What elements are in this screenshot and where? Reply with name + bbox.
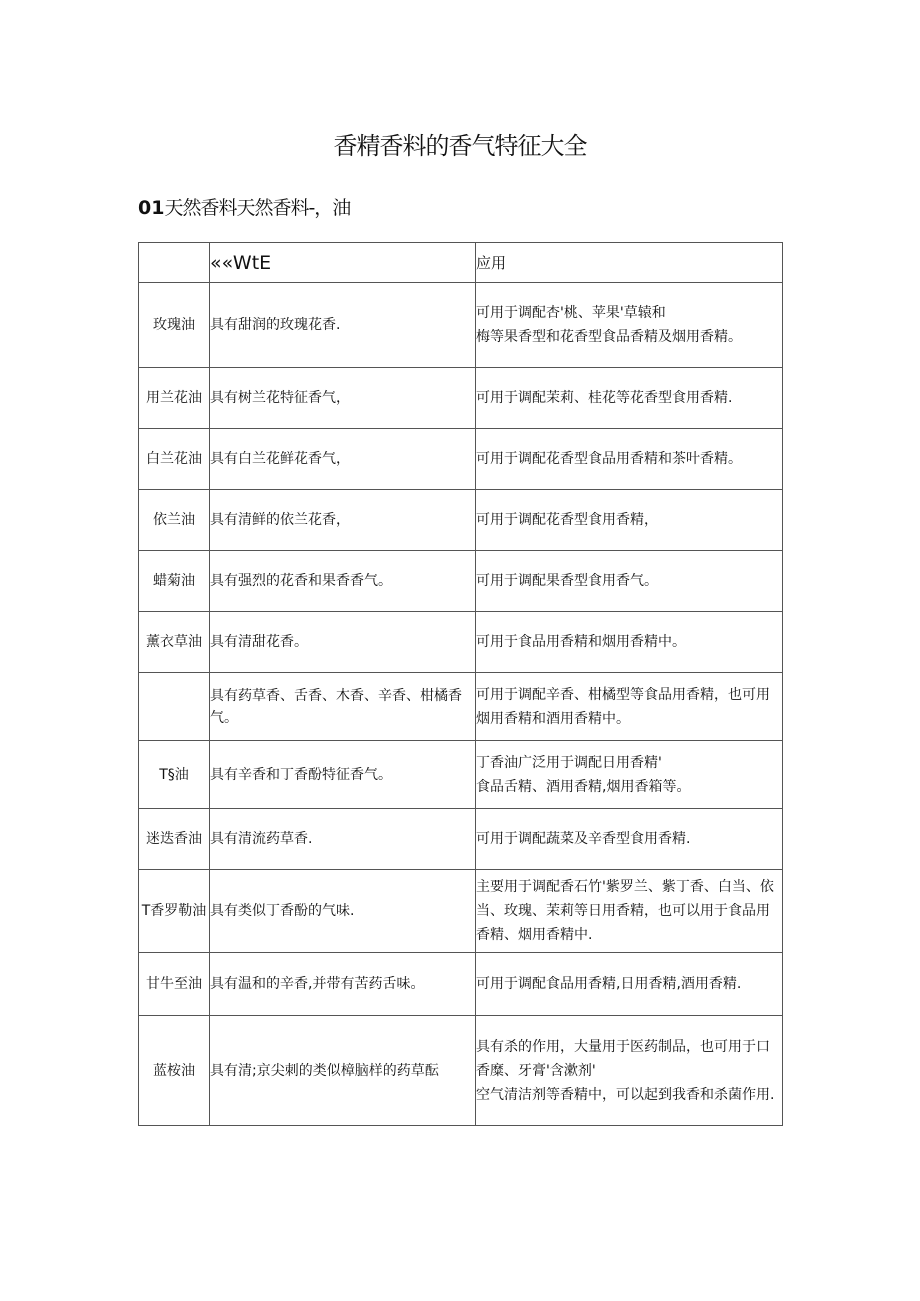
application-text: 主要用于调配香石竹'紫罗兰、紫丁香、白当、依当、玫瑰、茉莉等日用香精，也可以用于食品用香精、烟用香精中. — [476, 879, 774, 943]
application-cell — [476, 870, 783, 953]
application-text: 可用于调配花香型食用香精， — [476, 512, 658, 528]
oil-name: 甘牛至油 — [139, 953, 210, 1016]
aroma-description: 具有白兰花鲜花香气， — [210, 429, 476, 490]
aroma-description: 具有类似丁香酚的气味. — [210, 870, 476, 953]
aroma-description: 具有清甜花香。 — [210, 612, 476, 673]
table-row — [139, 283, 783, 368]
application-text: 食品舌精、酒用香精,烟用香箱等。 — [476, 778, 691, 795]
fragrance-table — [138, 242, 783, 1126]
table-row — [139, 612, 783, 673]
table-row — [139, 490, 783, 551]
aroma-description: 具有甜润的玫瑰花香. — [210, 283, 476, 368]
application-text: 可用于调配花香型食品用香精和茶叶香精。 — [476, 451, 742, 467]
header-name — [139, 243, 210, 283]
application-text: 丁香油广泛用于调配日用香精' — [476, 754, 662, 771]
aroma-description: 具有树兰花特征香气， — [210, 368, 476, 429]
header-application: 应用 — [476, 243, 783, 283]
oil-name: 蜡菊油 — [139, 551, 210, 612]
page-title: 香精香料的香气特征大全 — [333, 132, 587, 160]
application-cell — [476, 551, 783, 612]
oil-name: T§油 — [139, 741, 210, 809]
application-cell — [476, 1016, 783, 1126]
application-text: 可用于调配食品用香精,日用香精,酒用香精. — [476, 976, 742, 992]
aroma-description: 具有清流药草香. — [210, 809, 476, 870]
oil-name: 薰衣草油 — [139, 612, 210, 673]
table-row — [139, 741, 783, 809]
application-text: 梅等果香型和花香型食品香精及烟用香精。 — [476, 329, 742, 345]
application-text: 可用于调配茉莉、桂花等花香型食用香精. — [476, 390, 733, 406]
section-heading — [138, 193, 350, 220]
table-row — [139, 870, 783, 953]
application-text: 可用于食品用香精和烟用香精中。 — [476, 634, 686, 650]
table-row — [139, 429, 783, 490]
application-cell — [476, 741, 783, 809]
application-text: 可用于调配辛香、柑橘型等食品用香精，也可用烟用香精和酒用香精中。 — [476, 686, 770, 727]
oil-name: 依兰油 — [139, 490, 210, 551]
oil-name — [139, 673, 210, 741]
application-cell — [476, 953, 783, 1016]
aroma-description: 具有清鲜的依兰花香， — [210, 490, 476, 551]
application-cell — [476, 368, 783, 429]
oil-name: 蓝桉油 — [139, 1016, 210, 1126]
application-cell — [476, 612, 783, 673]
application-cell — [476, 283, 783, 368]
header-aroma: ««WtE — [210, 243, 476, 283]
application-text: 可用于调配杏'桃、苹果'草辕和 — [476, 305, 666, 321]
application-cell — [476, 490, 783, 551]
application-cell — [476, 809, 783, 870]
application-text: 可用于调配蔬菜及辛香型食用香精. — [476, 831, 691, 847]
application-text: 具有杀的作用，大量用于医药制品，也可用于口香糜、牙膏'含漱剂' — [476, 1038, 770, 1079]
section-title: 天然香料天然香料-，油 — [164, 197, 351, 219]
aroma-description: 具有温和的辛香,并带有苦药舌味。 — [210, 953, 476, 1016]
table-row — [139, 953, 783, 1016]
application-cell — [476, 673, 783, 741]
oil-name: T香罗勒油 — [139, 870, 210, 953]
table-row — [139, 673, 783, 741]
aroma-description: 具有清;京尖刺的类似樟脑样的药草酝 — [210, 1016, 476, 1126]
table-row — [139, 368, 783, 429]
aroma-description: 具有强烈的花香和果香香气。 — [210, 551, 476, 612]
oil-name: 用兰花油 — [139, 368, 210, 429]
application-cell — [476, 429, 783, 490]
application-text: 空气清洁剂等香精中，可以起到我香和杀菌作用. — [476, 1086, 775, 1103]
table-row — [139, 551, 783, 612]
table-row — [139, 809, 783, 870]
application-text: 可用于调配果香型食用香气。 — [476, 573, 658, 589]
oil-name: 白兰花油 — [139, 429, 210, 490]
section-number: 01 — [138, 197, 165, 219]
table-row — [139, 1016, 783, 1126]
oil-name: 玫瑰油 — [139, 283, 210, 368]
aroma-description: 具有药草香、舌香、木香、辛香、柑橘香气。 — [210, 673, 476, 741]
table-header-row — [139, 243, 783, 283]
oil-name: 迷迭香油 — [139, 809, 210, 870]
aroma-description: 具有辛香和丁香酚特征香气。 — [210, 741, 476, 809]
